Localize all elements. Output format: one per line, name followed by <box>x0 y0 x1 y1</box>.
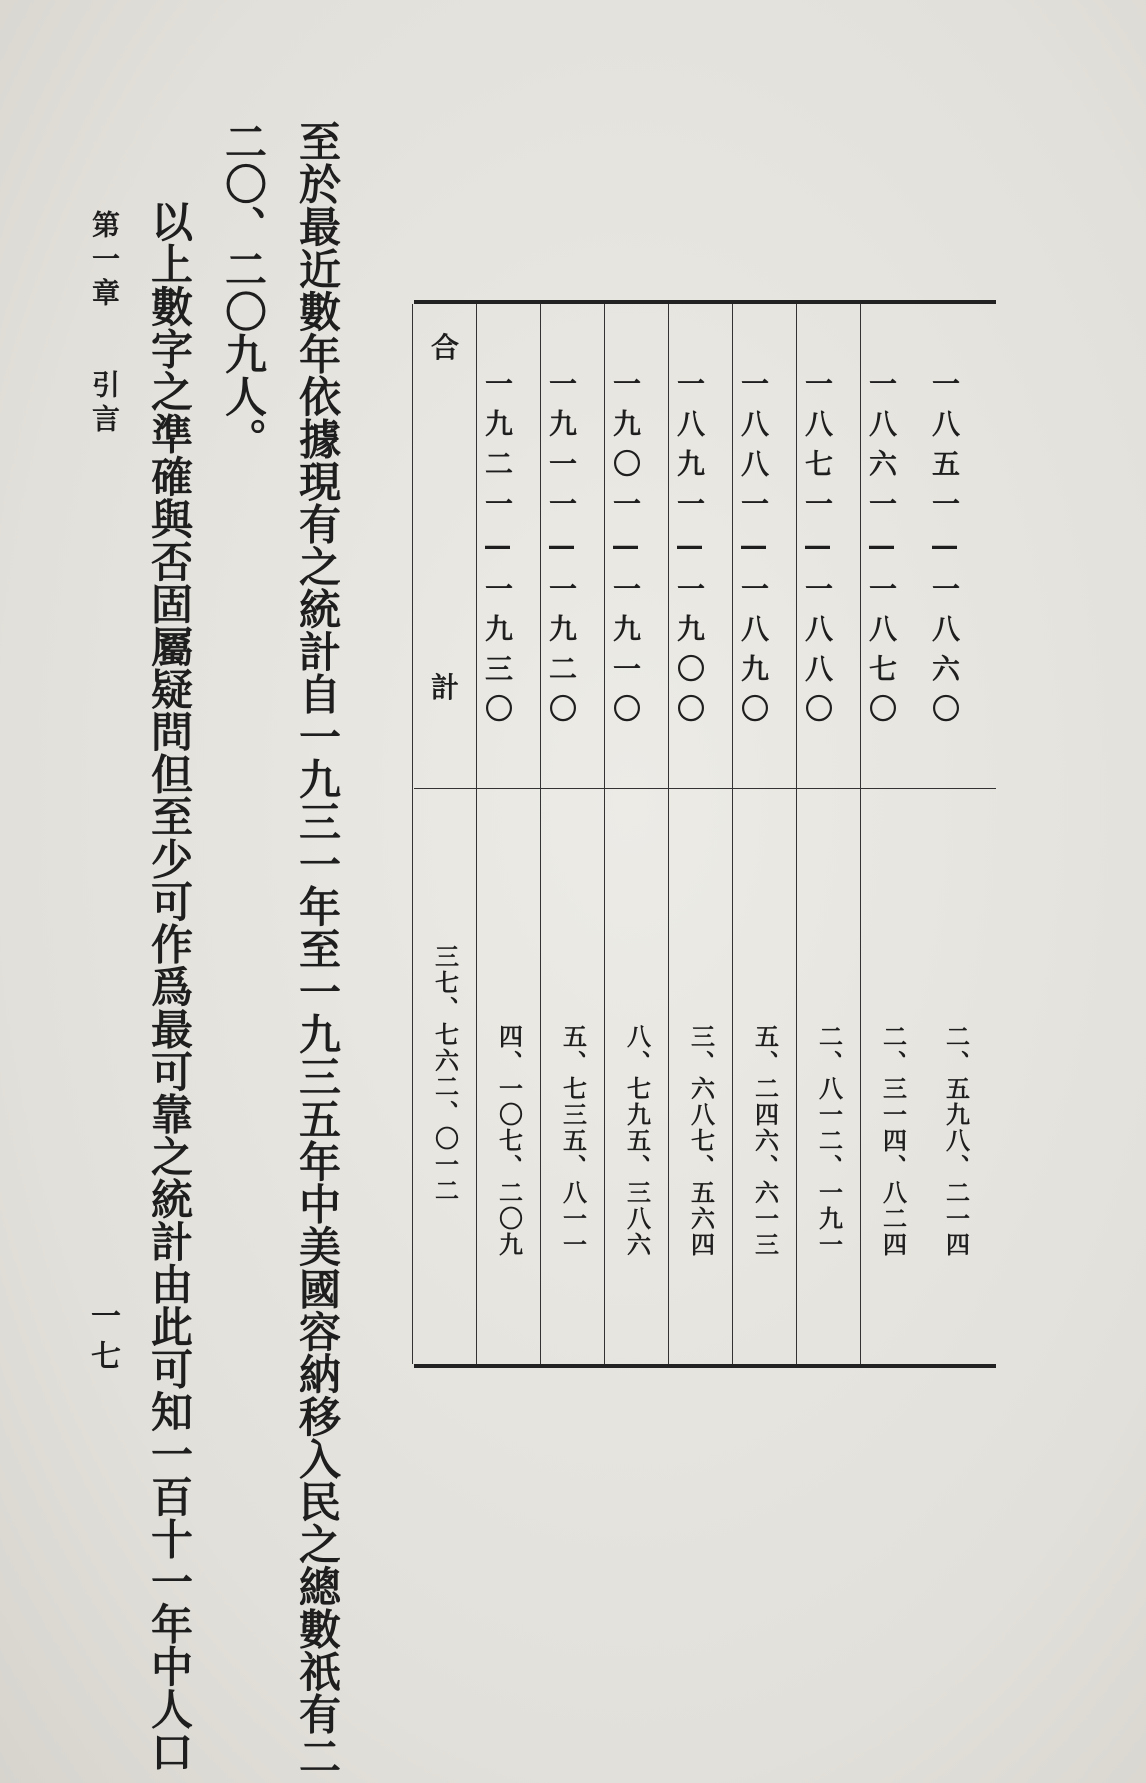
period-text: 一八九一—一九〇〇 <box>673 368 706 734</box>
running-head-title: 引言 <box>88 370 121 438</box>
period-text: 一九二一—一九三〇 <box>481 368 514 734</box>
count-cell <box>541 1024 605 1354</box>
table-row <box>476 304 541 1364</box>
period-cell <box>797 326 861 776</box>
count-text: 二、八一二、一九一 <box>814 1024 844 1258</box>
period-cell <box>861 326 925 776</box>
period-cell <box>669 326 733 776</box>
page-number: 一七 <box>85 1300 120 1380</box>
period-text: 一八七一—一八八〇 <box>801 368 834 734</box>
count-text: 二、三一四、八二四 <box>878 1024 908 1258</box>
table-row <box>924 304 988 1364</box>
body-line-3: 以上數字之準確與否固屬疑問但至少可作爲最可靠之統計由此可知一百十一年中人口 <box>145 200 194 1773</box>
count-text: 四、一〇七、二〇九 <box>494 1024 524 1258</box>
count-text: 二、五九八、二一四 <box>941 1024 971 1258</box>
table-row <box>860 304 925 1364</box>
count-cell <box>669 1024 733 1354</box>
period-cell <box>605 326 669 776</box>
count-cell <box>605 1024 669 1354</box>
period-cell <box>541 326 605 776</box>
count-text: 五、七三五、八一一 <box>558 1024 588 1258</box>
count-text: 八、七九五、三八六 <box>622 1024 652 1258</box>
body-line-1: 至於最近數年依據現有之統計自一九三一年至一九三五年中美國容納移入民之總數祇有二 <box>293 120 342 1778</box>
period-cell <box>733 326 797 776</box>
table-row <box>732 304 797 1364</box>
count-text: 五、二四六、六一三 <box>750 1024 780 1258</box>
count-cell <box>797 1024 861 1354</box>
immigration-table <box>414 300 996 1368</box>
total-count-cell <box>413 944 477 1274</box>
period-cell <box>477 326 541 776</box>
period-text: 一九一一—一九二〇 <box>545 368 578 734</box>
period-text: 一八八一—一八九〇 <box>737 368 770 734</box>
table-row <box>540 304 605 1364</box>
table-row <box>796 304 861 1364</box>
table-row <box>604 304 669 1364</box>
period-text: 一八六一—一八七〇 <box>865 368 898 734</box>
count-text: 三、六八七、五六四 <box>686 1024 716 1258</box>
count-cell <box>477 1024 541 1354</box>
period-cell <box>924 326 988 776</box>
total-label-bottom: 計 <box>430 671 460 704</box>
table-total-row <box>412 304 477 1364</box>
running-head-chapter: 第一章 <box>88 210 121 312</box>
period-text: 一九〇一—一九一〇 <box>609 368 642 734</box>
total-label-cell <box>413 326 477 776</box>
count-cell <box>733 1024 797 1354</box>
period-text: 一八五一—一八六〇 <box>928 368 961 734</box>
table-row <box>668 304 733 1364</box>
count-cell <box>861 1024 925 1354</box>
count-cell <box>924 1024 988 1354</box>
total-count-text: 三七、七六二、〇一二 <box>430 944 460 1204</box>
body-line-2: 二〇、二〇九人。 <box>219 120 268 460</box>
total-label-top: 合 <box>430 331 460 364</box>
